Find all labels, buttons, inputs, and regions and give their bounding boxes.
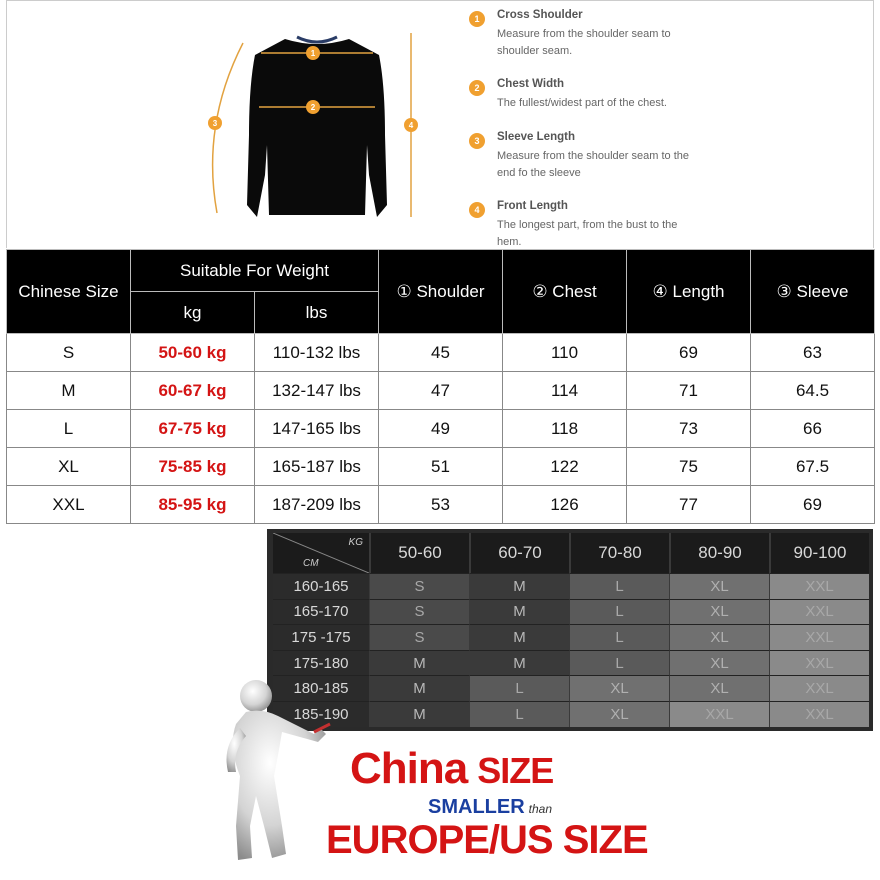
cell-sleeve: 66 — [751, 410, 875, 448]
height-row-header: 175-180 — [273, 650, 369, 676]
cell-chest: 114 — [503, 372, 627, 410]
height-weight-body — [273, 573, 869, 727]
svg-text:3: 3 — [212, 119, 218, 128]
table-row — [7, 410, 875, 448]
legend-title: Sleeve Length — [497, 131, 575, 143]
height-row-header: 175 -175 — [273, 624, 369, 650]
cell-size: M — [7, 372, 131, 410]
size-cell: M — [369, 675, 469, 701]
height-row-header: 160-165 — [273, 573, 369, 599]
cell-kg: 85-95 kg — [131, 486, 255, 524]
legend-description: Measure from the shoulder seam to shoulder seam. — [497, 28, 671, 57]
corner-header — [273, 533, 369, 573]
table-row — [7, 448, 875, 486]
legend-title: Front Length — [497, 200, 568, 212]
size-cell: XXL — [769, 573, 869, 599]
header-kg: kg — [131, 292, 255, 334]
legend-description: The longest part, from the bust to the hem. — [497, 219, 678, 248]
cm-label: CM — [303, 558, 319, 569]
size-cell: XXL — [769, 624, 869, 650]
cell-sleeve: 67.5 — [751, 448, 875, 486]
size-cell: M — [369, 701, 469, 727]
cell-lbs: 187-209 lbs — [255, 486, 379, 524]
size-cell: S — [369, 573, 469, 599]
cell-lbs: 147-165 lbs — [255, 410, 379, 448]
size-cell: XL — [669, 573, 769, 599]
cell-chest: 126 — [503, 486, 627, 524]
size-cell: L — [469, 675, 569, 701]
kg-label: KG — [348, 537, 363, 548]
cell-length: 75 — [627, 448, 751, 486]
cell-chest: 110 — [503, 334, 627, 372]
size-cell: S — [369, 624, 469, 650]
size-cell: M — [369, 650, 469, 676]
header-weight: Suitable For Weight — [131, 250, 379, 292]
legend-description: The fullest/widest part of the chest. — [497, 97, 667, 109]
size-cell: XXL — [769, 701, 869, 727]
weight-column-header: 80-90 — [669, 533, 769, 573]
header-length: ④ Length — [627, 250, 751, 334]
cell-sleeve: 69 — [751, 486, 875, 524]
header-chest: ② Chest — [503, 250, 627, 334]
cell-shoulder: 49 — [379, 410, 503, 448]
header-shoulder: ① Shoulder — [379, 250, 503, 334]
cell-kg: 67-75 kg — [131, 410, 255, 448]
cell-size: XXL — [7, 486, 131, 524]
size-cell: S — [369, 599, 469, 625]
weight-column-header: 60-70 — [469, 533, 569, 573]
size-cell: XL — [669, 650, 769, 676]
header-sleeve: ③ Sleeve — [751, 250, 875, 334]
banner-size-text: SIZE — [477, 750, 554, 791]
table-row — [273, 650, 869, 676]
size-cell: XXL — [669, 701, 769, 727]
cell-length: 71 — [627, 372, 751, 410]
cell-shoulder: 53 — [379, 486, 503, 524]
number-badge-icon: 1 — [469, 11, 485, 27]
table-row — [273, 624, 869, 650]
size-cell: L — [469, 701, 569, 727]
size-cell: M — [469, 573, 569, 599]
number-badge-icon: 4 — [469, 202, 485, 218]
legend-title: Cross Shoulder — [497, 9, 583, 21]
size-cell: XL — [669, 675, 769, 701]
svg-text:1: 1 — [310, 49, 316, 58]
cell-chest: 118 — [503, 410, 627, 448]
cell-lbs: 165-187 lbs — [255, 448, 379, 486]
table-row — [7, 334, 875, 372]
banner-smaller-text: SMALLER — [428, 796, 525, 818]
banner-than-text: than — [528, 802, 553, 816]
cell-shoulder: 45 — [379, 334, 503, 372]
cell-length: 73 — [627, 410, 751, 448]
size-cell: XXL — [769, 599, 869, 625]
size-cell: M — [469, 624, 569, 650]
svg-text:2: 2 — [310, 103, 316, 112]
size-cell: L — [569, 650, 669, 676]
cell-kg: 50-60 kg — [131, 334, 255, 372]
europe-us-size-banner: EUROPE/US SIZE — [326, 818, 648, 862]
cell-kg: 75-85 kg — [131, 448, 255, 486]
smaller-than-banner — [428, 796, 552, 819]
table-row — [7, 486, 875, 524]
size-chart-table — [6, 249, 875, 524]
header-chinese-size: Chinese Size — [7, 250, 131, 334]
size-cell: L — [569, 624, 669, 650]
size-cell: M — [469, 599, 569, 625]
table-row — [7, 372, 875, 410]
height-row-header: 165-170 — [273, 599, 369, 625]
size-cell: XL — [669, 624, 769, 650]
height-weight-table — [273, 533, 869, 727]
cell-sleeve: 64.5 — [751, 372, 875, 410]
cell-length: 77 — [627, 486, 751, 524]
number-badge-icon: 3 — [469, 133, 485, 149]
china-size-banner — [350, 744, 553, 794]
measurement-guide — [6, 0, 874, 248]
weight-column-header: 70-80 — [569, 533, 669, 573]
size-cell: M — [469, 650, 569, 676]
weight-column-header: 90-100 — [769, 533, 869, 573]
cell-size: S — [7, 334, 131, 372]
cell-lbs: 132-147 lbs — [255, 372, 379, 410]
legend-description: Measure from the shoulder seam to the end fo the sleeve — [497, 150, 689, 179]
weight-column-header: 50-60 — [369, 533, 469, 573]
table-row — [273, 675, 869, 701]
cell-length: 69 — [627, 334, 751, 372]
svg-text:4: 4 — [408, 121, 414, 130]
cell-chest: 122 — [503, 448, 627, 486]
cell-kg: 60-67 kg — [131, 372, 255, 410]
size-cell: L — [569, 599, 669, 625]
shirt-measurement-illustration — [197, 25, 437, 235]
cell-sleeve: 63 — [751, 334, 875, 372]
size-cell: XL — [569, 675, 669, 701]
size-cell: XL — [569, 701, 669, 727]
cell-size: XL — [7, 448, 131, 486]
height-weight-chart — [267, 529, 873, 731]
3d-person-pointing-figure — [222, 676, 334, 866]
cell-size: L — [7, 410, 131, 448]
cell-lbs: 110-132 lbs — [255, 334, 379, 372]
legend-title: Chest Width — [497, 78, 564, 90]
size-cell: XXL — [769, 675, 869, 701]
table-row — [273, 599, 869, 625]
cell-shoulder: 47 — [379, 372, 503, 410]
cell-shoulder: 51 — [379, 448, 503, 486]
size-cell: XXL — [769, 650, 869, 676]
height-row-header: 180-185 — [273, 675, 369, 701]
size-cell: XL — [669, 599, 769, 625]
size-cell: L — [569, 573, 669, 599]
height-row-header: 185-190 — [273, 701, 369, 727]
number-badge-icon: 2 — [469, 80, 485, 96]
table-row — [273, 573, 869, 599]
table-row — [273, 701, 869, 727]
banner-china-text: China — [350, 744, 468, 793]
header-lbs: lbs — [255, 292, 379, 334]
